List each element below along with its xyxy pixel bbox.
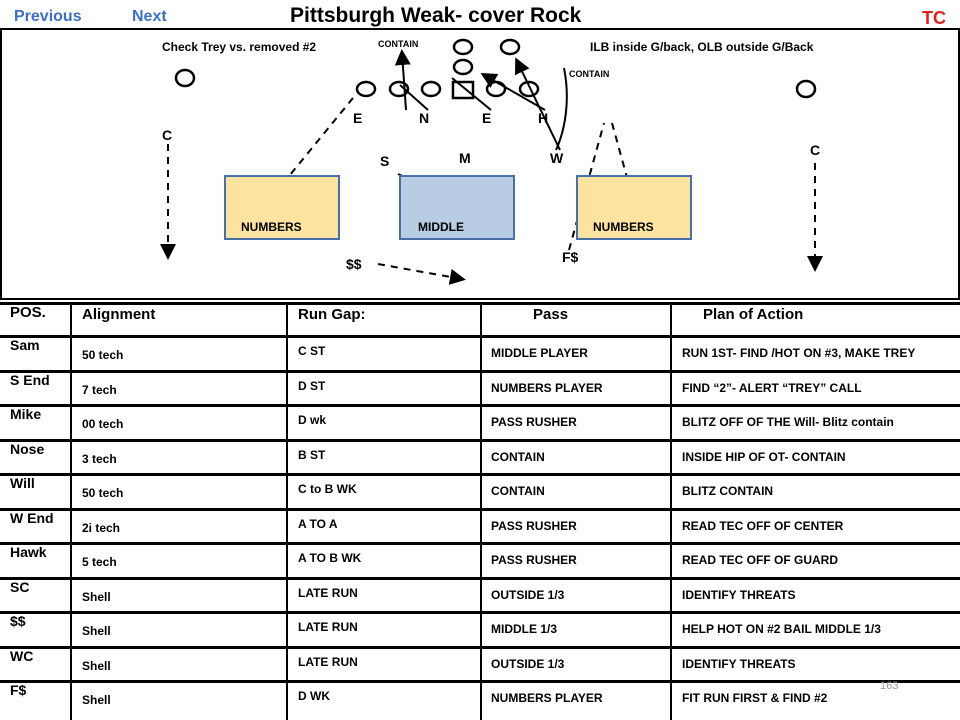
alignment-cell: 7 tech [82,382,117,397]
column-divider [670,302,672,720]
label-e-right: E [482,110,492,126]
label-c-right: C [810,142,821,158]
run-gap-cell: LATE RUN [298,654,358,669]
position-cell: WC [10,647,34,664]
row-divider [0,611,960,614]
plan-cell: RUN 1ST- FIND /HOT ON #3, MAKE TREY [682,346,916,360]
alignment-cell: 00 tech [82,417,124,431]
position-cell: F$ [10,682,27,698]
pass-cell: MIDDLE 1/3 [491,622,558,636]
routes-solid [400,53,567,150]
run-gap-cell: C to B WK [298,482,357,496]
pass-cell: NUMBERS PLAYER [491,691,603,705]
assignment-table [0,302,960,720]
row-divider [0,646,960,649]
column-divider [70,302,72,720]
plan-cell: FIND “2”- ALERT “TREY” CALL [682,380,862,395]
position-cell: Hawk [10,544,47,560]
diagram-drawing [0,28,960,302]
row-divider [0,680,960,683]
pass-cell: NUMBERS PLAYER [491,380,603,395]
position-cell: $$ [10,613,26,629]
label-ss: $$ [346,256,362,272]
alignment-cell: Shell [82,693,111,707]
row-divider [0,542,960,545]
header-pass: Pass [533,306,569,323]
position-cell: SC [10,578,30,595]
pass-cell: CONTAIN [491,484,545,498]
plan-cell: INSIDE HIP OF OT- CONTAIN [682,449,846,464]
alignment-cell: Shell [82,624,111,638]
row-divider [0,577,960,580]
play-diagram [0,28,960,302]
contain-note-right: CONTAIN [569,69,610,79]
plan-cell: IDENTIFY THREATS [682,656,796,671]
label-c-left: C [162,127,173,143]
offense-player [797,81,815,97]
run-gap-cell: LATE RUN [298,585,358,600]
zone-label-numbers-right: NUMBERS [593,220,654,234]
offense-player [454,60,472,74]
column-divider [286,302,288,720]
alignment-cell: 50 tech [82,348,124,362]
pass-cell: OUTSIDE 1/3 [491,587,565,602]
alignment-cell: 3 tech [82,451,117,466]
check-note: Check Trey vs. removed #2 [162,40,317,54]
header-pos: POS. [10,304,46,321]
alignment-cell: Shell [82,658,111,673]
column-divider [480,302,482,720]
previous-link[interactable]: Previous [14,8,82,25]
label-n: N [419,110,430,126]
run-gap-cell: B ST [298,447,326,462]
tc-tag: TC [922,8,946,28]
row-divider [0,508,960,511]
page-number: 163 [880,680,899,692]
pass-cell: PASS RUSHER [491,518,577,533]
run-gap-cell: D wk [298,413,327,427]
plan-cell: BLITZ CONTAIN [682,484,774,498]
offense-player [454,40,472,54]
label-w: W [550,150,564,166]
plan-cell: BLITZ OFF OF THE Will- Blitz contain [682,415,894,429]
ilb-olb-note: ILB inside G/back, OLB outside G/Back [590,40,814,54]
zone-label-middle: MIDDLE [418,220,464,234]
position-cell: Will [10,475,35,491]
header-plan: Plan of Action [703,306,804,323]
alignment-cell: Shell [82,589,111,604]
header-alignment: Alignment [82,306,156,323]
next-link[interactable]: Next [132,8,167,25]
zone-label-numbers-left: NUMBERS [241,220,302,234]
run-gap-cell: D ST [298,378,326,393]
offense-player [422,82,440,96]
pass-cell: MIDDLE PLAYER [491,346,588,360]
pass-cell: OUTSIDE 1/3 [491,656,565,671]
plan-cell: FIT RUN FIRST & FIND #2 [682,691,828,705]
contain-note-left: CONTAIN [378,39,419,49]
position-cell: S End [10,371,50,388]
position-cell: Sam [10,337,40,353]
center-square [453,82,473,98]
offense-player [357,82,375,96]
row-divider [0,404,960,407]
alignment-cell: 50 tech [82,486,124,500]
row-divider [0,335,960,338]
alignment-cell: 2i tech [82,520,121,535]
pass-cell: PASS RUSHER [491,415,577,429]
offense-player [487,82,505,96]
ss-drop [378,264,462,279]
plan-cell: READ TEC OFF OF GUARD [682,553,838,567]
run-gap-cell: A TO A [298,516,338,531]
run-gap-cell: LATE RUN [298,620,358,634]
run-gap-cell: A TO B WK [298,551,362,565]
label-s: S [380,153,390,169]
header-run-gap: Run Gap: [298,306,366,323]
plan-cell: HELP HOT ON #2 BAIL MIDDLE 1/3 [682,622,881,636]
plan-cell: READ TEC OFF OF CENTER [682,518,844,533]
pass-cell: PASS RUSHER [491,553,577,567]
position-cell: W End [10,509,54,526]
position-cell: Mike [10,406,42,422]
position-cell: Nose [10,440,45,457]
contain-curve [556,68,567,150]
offense-player [176,70,194,86]
row-divider [0,473,960,476]
plan-cell: IDENTIFY THREATS [682,587,796,602]
offense-player [501,40,519,54]
rush-line [517,61,560,150]
row-divider [0,439,960,442]
pass-cell: CONTAIN [491,449,545,464]
page-title: Pittsburgh Weak- cover Rock [290,4,582,27]
label-m: M [459,150,471,166]
label-h: H [538,110,549,126]
run-gap-cell: D WK [298,689,330,703]
run-gap-cell: C ST [298,344,326,358]
label-e-left: E [353,110,363,126]
label-fs: F$ [562,249,579,265]
alignment-cell: 5 tech [82,555,117,569]
row-divider [0,370,960,373]
